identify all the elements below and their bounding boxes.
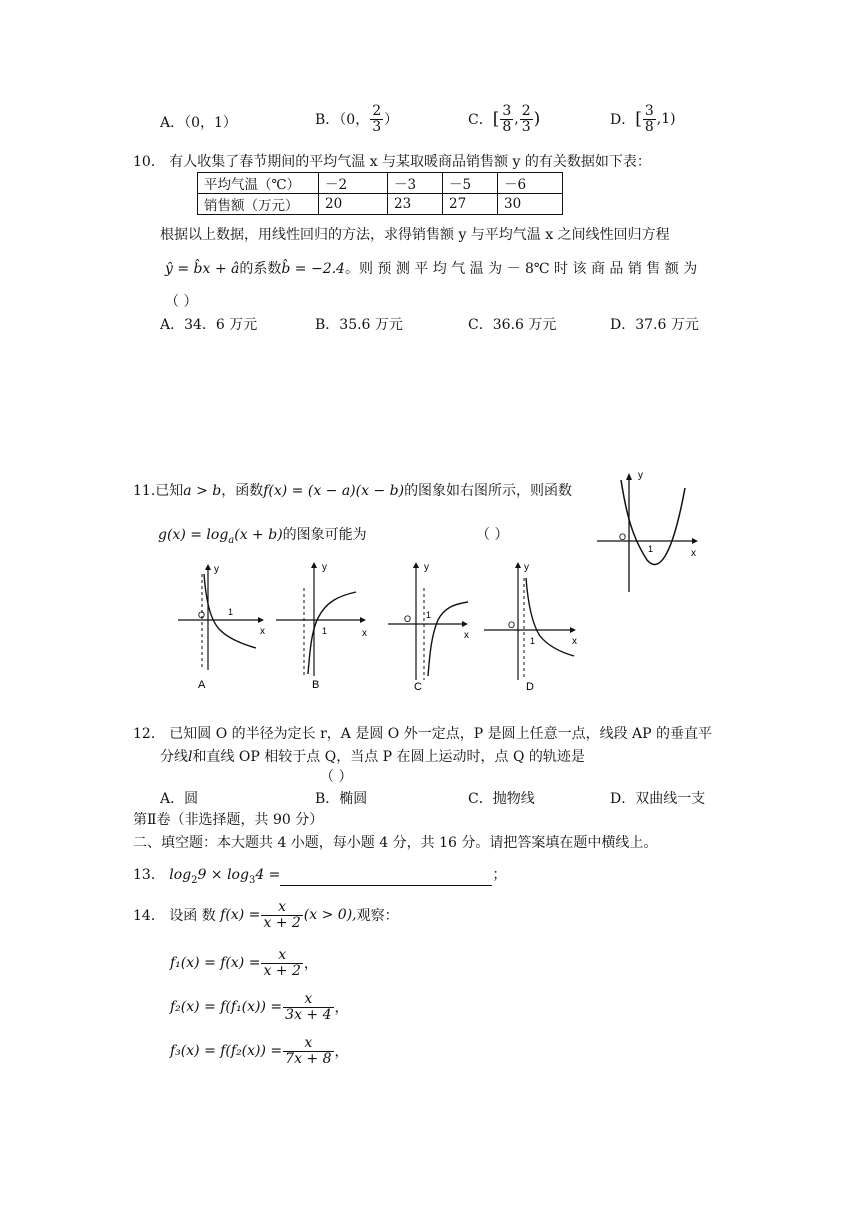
q10-option-a: A．34．6 万元 bbox=[160, 317, 258, 333]
section-heading: 二、填空题：本大题共 4 小题，每小题 4 分，共 16 分。请把答案填在题中横线上。 bbox=[133, 835, 658, 851]
q10-option-d: D．37.6 万元 bbox=[610, 317, 699, 333]
svg-text:1: 1 bbox=[322, 626, 328, 636]
svg-text:y: y bbox=[638, 470, 643, 481]
table-cell: －5 bbox=[443, 173, 498, 194]
svg-text:y: y bbox=[322, 562, 327, 573]
q10-option-b: B．35.6 万元 bbox=[315, 317, 403, 333]
svg-text:O: O bbox=[198, 610, 206, 620]
svg-text:x: x bbox=[260, 626, 265, 637]
svg-text:x: x bbox=[464, 630, 469, 641]
q11-graph-c bbox=[384, 558, 484, 692]
q11-graph-b bbox=[272, 558, 372, 690]
q9-option-d: D．[ $\frac{3}{8}$ ,1) bbox=[610, 103, 676, 135]
svg-text:x: x bbox=[572, 636, 577, 647]
svg-text:1: 1 bbox=[426, 610, 432, 620]
q11-graph-a bbox=[170, 560, 270, 690]
q13-answer-blank[interactable] bbox=[280, 871, 492, 886]
table-row bbox=[198, 173, 563, 194]
svg-text:A: A bbox=[198, 679, 206, 690]
q11-stem: 11.已知a > b，函数f(x) = (x − a)(x − b)的图象如右图所示，则函数 bbox=[133, 483, 573, 499]
svg-text:y: y bbox=[214, 564, 219, 575]
q12-option-b: B．椭圆 bbox=[315, 791, 368, 807]
q9-option-a: A．（0，1） bbox=[160, 115, 237, 131]
svg-text:x: x bbox=[691, 548, 696, 559]
q10-stem: 10． 有人收集了春节期间的平均气温 x 与某取暖商品销售额 y 的有关数据如下表： bbox=[133, 154, 651, 170]
q14-f3: f₃(x) = f(f₂(x)) = $\frac{x}{7x + 8}$ ， bbox=[170, 1035, 349, 1067]
svg-text:1: 1 bbox=[228, 607, 234, 617]
table-cell: －3 bbox=[388, 173, 443, 194]
q12-option-d: D．双曲线一支 bbox=[610, 791, 706, 807]
q14-f2: f₂(x) = f(f₁(x)) = $\frac{x}{3x + 4}$ ， bbox=[170, 991, 349, 1023]
q9-option-c: C．[ $\frac{3}{8}$ , $\frac{2}{3}$ ) bbox=[468, 103, 541, 135]
q13-question: 13． $\log_29 \times \log_34$ = ； bbox=[133, 867, 507, 886]
q10-answer-paren: （ ） bbox=[165, 294, 198, 310]
table-cell: 20 bbox=[319, 194, 388, 215]
q14-intro: 14． 设函 数 f(x) = $\frac{x}{x + 2}$ (x > 0),观察： bbox=[133, 899, 399, 931]
table-row bbox=[198, 194, 563, 215]
svg-text:B: B bbox=[312, 679, 320, 690]
table-cell: 23 bbox=[388, 194, 443, 215]
q10-regression-formula: ŷ = b̂x + â的系数b̂ = −2.4。则 预 测 平 均 气 温 为 － 8℃ 时 该 商 品 销 售 额 为 bbox=[165, 261, 698, 277]
table-cell: －6 bbox=[498, 173, 563, 194]
table-cell: 平均气温（℃） bbox=[198, 173, 319, 194]
q12-stem-line1: 12． 已知圆 O 的半径为定长 r，A 是圆 O 外一定点，P 是圆上任意一点，线段 AP 的垂直平 bbox=[133, 726, 713, 742]
svg-text:D: D bbox=[526, 681, 534, 692]
table-cell: 销售额（万元） bbox=[198, 194, 319, 215]
table-cell: 30 bbox=[498, 194, 563, 215]
q11-gx: $g(x) = \log_a(x + b)$的图象可能为 bbox=[158, 527, 367, 546]
svg-text:C: C bbox=[414, 681, 422, 692]
svg-text:y: y bbox=[524, 562, 529, 573]
table-cell: －2 bbox=[319, 173, 388, 194]
q14-f1: f₁(x) = f(x) = $\frac{x}{x + 2}$ ， bbox=[170, 947, 318, 979]
svg-text:1: 1 bbox=[648, 544, 654, 554]
svg-text:y: y bbox=[424, 562, 429, 573]
q9-option-b: B．（0， $\frac{2}{3}$ ） bbox=[315, 103, 399, 135]
q12-option-c: C．抛物线 bbox=[468, 791, 535, 807]
svg-text:x: x bbox=[362, 628, 367, 639]
q12-stem-line2: 分线l和直线 OP 相较于点 Q，当点 P 在圆上运动时，点 Q 的轨迹是 bbox=[160, 749, 585, 765]
svg-text:O: O bbox=[404, 614, 412, 624]
q12-option-a: A．圆 bbox=[160, 791, 199, 807]
svg-text:1: 1 bbox=[530, 636, 536, 646]
svg-text:O: O bbox=[508, 620, 516, 630]
q12-answer-paren: （ ） bbox=[320, 769, 353, 785]
section-title: 第Ⅱ卷（非选择题，共 90 分） bbox=[133, 812, 324, 828]
q11-answer-paren: （ ） bbox=[476, 527, 509, 543]
table-cell: 27 bbox=[443, 194, 498, 215]
svg-text:O: O bbox=[619, 532, 627, 542]
q10-option-c: C．36.6 万元 bbox=[468, 317, 557, 333]
q11-graph-d bbox=[482, 558, 582, 692]
q10-regression-text: 根据以上数据，用线性回归的方法，求得销售额 y 与平均气温 x 之间线性回归方程 bbox=[160, 227, 670, 243]
q10-data-table bbox=[197, 172, 563, 215]
q11-reference-graph bbox=[595, 468, 705, 594]
